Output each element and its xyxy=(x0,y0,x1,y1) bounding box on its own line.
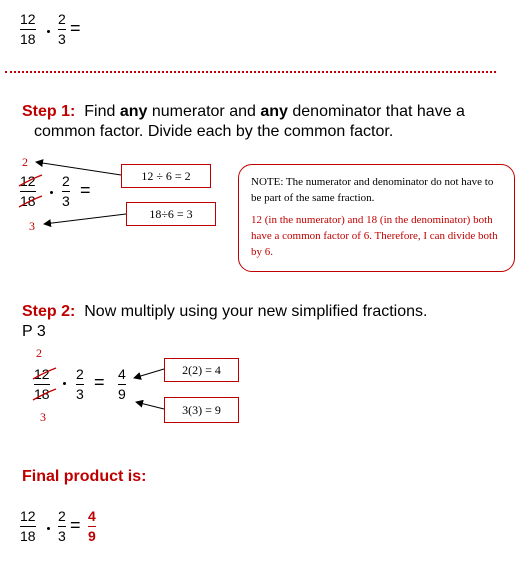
step1-text: numerator and xyxy=(147,103,261,120)
note-text: NOTE: The numerator and denominator do not have to be part of the same fraction. xyxy=(251,176,494,204)
step2-new-numerator: 2 xyxy=(36,346,42,360)
strike-mark xyxy=(33,389,56,400)
step1-text: denominator that have a xyxy=(287,103,465,120)
step1-new-denominator: 3 xyxy=(29,219,35,233)
denominator: 9 xyxy=(88,528,96,544)
numerator: 12 xyxy=(20,508,36,524)
denominator: 9 xyxy=(118,386,126,402)
denominator: 18 xyxy=(20,193,36,209)
numerator: 12 xyxy=(20,11,36,27)
step2-new-denominator: 3 xyxy=(40,410,46,424)
numerator: 12 xyxy=(20,173,36,189)
denominator: 18 xyxy=(20,31,36,47)
note-explanation: 12 (in the numerator) and 18 (in the denominator) both have a common factor of 6. Therefore, I can divide both by 6. xyxy=(251,214,498,258)
step1-line2: common factor. Divide each by the common factor. xyxy=(34,123,394,140)
step2-box-numerator: 2(2) = 4 xyxy=(164,358,239,382)
numerator: 2 xyxy=(76,366,84,382)
step2-sub: P 3 xyxy=(22,323,46,340)
arrow-to-result-denominator xyxy=(136,402,164,409)
step1-new-numerator: 2 xyxy=(22,155,28,169)
step1-label: Step 1: xyxy=(22,103,76,120)
equals-sign: = xyxy=(94,372,105,392)
step2-text: Now multiply using your new simplified fractions. xyxy=(84,303,428,320)
numerator: 12 xyxy=(34,366,50,382)
numerator: 2 xyxy=(62,173,70,189)
strike-mark xyxy=(33,368,56,379)
equals-sign: = xyxy=(80,180,91,200)
step1-box-denominator: 18÷6 = 3 xyxy=(126,202,216,226)
numerator: 2 xyxy=(58,508,66,524)
step2-label: Step 2: xyxy=(22,303,76,320)
arrow-to-numerator xyxy=(36,162,121,175)
strike-mark xyxy=(19,175,42,186)
denominator: 3 xyxy=(76,386,84,402)
denominator: 3 xyxy=(62,193,70,209)
equals-sign: = xyxy=(70,18,81,38)
numerator: 4 xyxy=(88,508,96,524)
step1-bold: any xyxy=(119,103,148,120)
arrow-to-result-numerator xyxy=(134,369,164,378)
denominator: 18 xyxy=(34,386,50,402)
denominator: 18 xyxy=(20,528,36,544)
step2-box-denominator: 3(3) = 9 xyxy=(164,397,239,423)
step1-box-numerator: 12 ÷ 6 = 2 xyxy=(121,164,211,188)
step1-bold: any xyxy=(260,103,288,120)
final-label: Final product is: xyxy=(22,468,147,485)
equals-sign: = xyxy=(70,515,81,535)
strike-mark xyxy=(19,196,42,207)
step1-text: Find xyxy=(84,103,120,120)
denominator: 3 xyxy=(58,528,66,544)
numerator: 2 xyxy=(58,11,66,27)
numerator: 4 xyxy=(118,366,126,382)
denominator: 3 xyxy=(58,31,66,47)
arrow-to-denominator xyxy=(44,214,126,224)
